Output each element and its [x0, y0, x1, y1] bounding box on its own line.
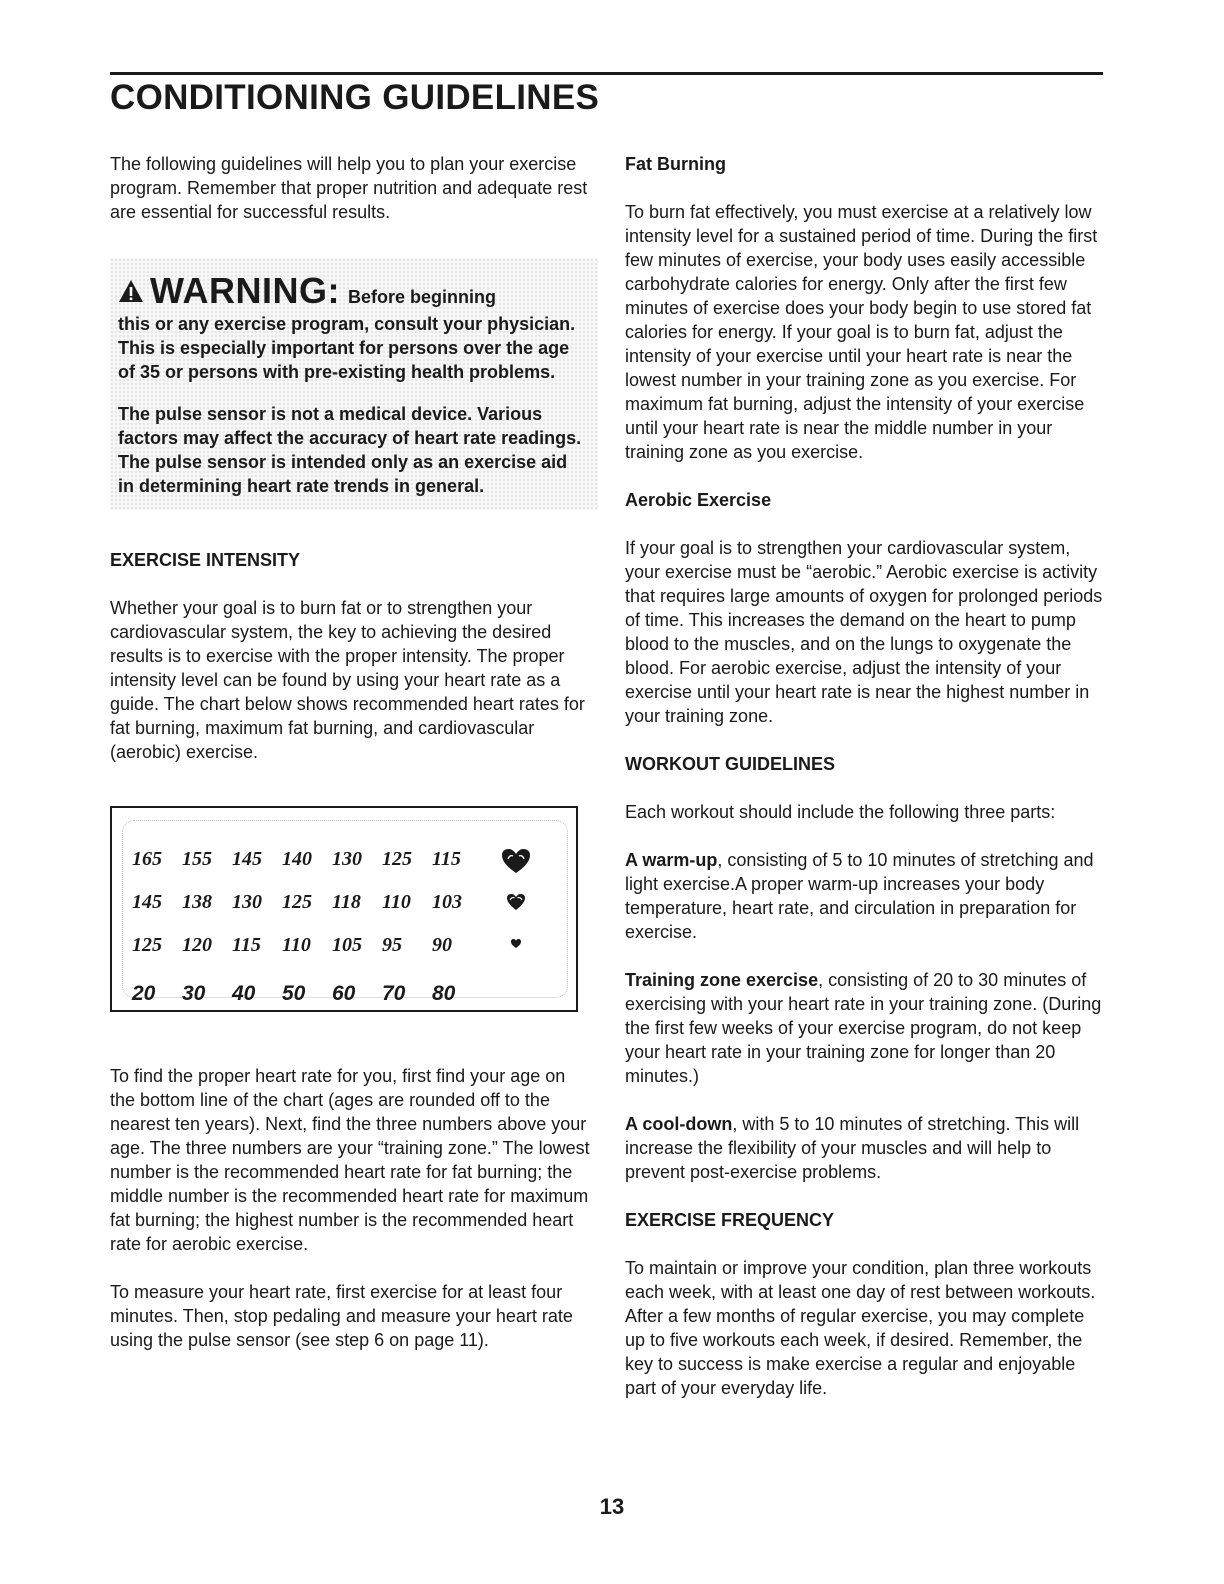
chart-cell: 115 [432, 848, 461, 870]
chart-age: 70 [382, 982, 406, 1005]
chart-cell: 125 [132, 934, 162, 956]
chart-age: 40 [232, 982, 256, 1005]
cool-down-label: A cool-down [625, 1114, 733, 1134]
left-column [110, 150, 590, 1352]
fat-burning-heading: Fat Burning [625, 154, 726, 174]
chart-cell: 120 [182, 934, 212, 956]
warning-para-2: The pulse sensor is not a medical device. Various factors may affect the accuracy of heart rate readings. The pulse sensor is intended only as an exercise aid in determining heart rate trends in general. [118, 404, 582, 496]
chart-age: 50 [282, 982, 306, 1005]
aerobic-text: If your goal is to strengthen your cardiovascular system, your exercise must be “aerobic.” Aerobic exercise is activity that requires large amounts of oxygen for prolonged periods of time. This increases the demand on the heart to pump blood to the muscles, and on the lungs to oxygenate the blood. For aerobic exercise, adjust the intensity of your exercise until your heart rate is near the highest number in your training zone. [625, 538, 1103, 726]
measure-heart-rate-text: To measure your heart rate, first exercise for at least four minutes. Then, stop pedaling and measure your heart rate using the pulse sensor (see step 6 on page 11). [110, 1282, 573, 1350]
training-zone-label: Training zone exercise [625, 970, 819, 990]
chart-row-ages [132, 982, 482, 1006]
chart-cell: 110 [382, 891, 411, 913]
heart-rate-chart [110, 806, 578, 1012]
chart-cell: 110 [282, 934, 311, 956]
warning-lead: Before beginning [347, 287, 496, 307]
warning-para-1: this or any exercise program, consult your physician. This is especially important for persons over the age of 35 or persons with pre-existing health problems. [118, 314, 576, 382]
chart-age: 60 [332, 982, 356, 1005]
warning-box [110, 258, 598, 510]
title-rule [110, 72, 1103, 75]
heart-small-icon [510, 938, 522, 949]
chart-cell: 145 [132, 891, 162, 913]
chart-cell: 155 [182, 848, 212, 870]
page-number: 13 [599, 1494, 625, 1519]
warm-up-text [625, 848, 1105, 944]
chart-cell: 130 [232, 891, 262, 913]
warning-headline [118, 272, 588, 310]
page-title: CONDITIONING GUIDELINES [110, 78, 600, 117]
exercise-frequency-text: To maintain or improve your condition, plan three workouts each week, with at least one day of rest between workouts. After a few months of regular exercise, you may complete up to five workouts each week, if desired. Remember, the key to success is make exercise a regular and enjoyable part of your everyday life. [625, 1258, 1096, 1398]
chart-cell: 125 [382, 848, 412, 870]
intro-text: The following guidelines will help you to plan your exercise program. Remember that proper nutrition and adequate rest are essential for successful results. [110, 154, 588, 222]
chart-cell: 145 [232, 848, 262, 870]
chart-cell: 125 [282, 891, 312, 913]
chart-cell: 130 [332, 848, 362, 870]
exercise-frequency-heading: EXERCISE FREQUENCY [625, 1210, 835, 1230]
exercise-intensity-text: Whether your goal is to burn fat or to strengthen your cardiovascular system, the key to achieving the desired results is to exercise with the proper intensity. The proper intensity level can be found by using your heart rate as a guide. The chart below shows recommended heart rates for fat burning, maximum fat burning, and cardiovascular (aerobic) exercise. [110, 598, 585, 762]
exercise-intensity-heading: EXERCISE INTENSITY [110, 550, 301, 570]
aerobic-heading: Aerobic Exercise [625, 490, 772, 510]
chart-cell: 95 [382, 934, 402, 956]
chart-age: 30 [182, 982, 206, 1005]
warning-word: WARNING: [150, 270, 340, 311]
chart-cell: 165 [132, 848, 162, 870]
chart-age: 80 [432, 982, 456, 1005]
chart-cell: 138 [182, 891, 212, 913]
heart-pulse-large-icon [499, 846, 533, 876]
workout-intro-text: Each workout should include the following three parts: [625, 802, 1056, 822]
chart-cell: 103 [432, 891, 462, 913]
workout-guidelines-heading: WORKOUT GUIDELINES [625, 754, 835, 774]
warm-up-description: , consisting of 5 to 10 minutes of stretching and light exercise.A proper warm-up increases your body temperature, heart rate, and circulation in preparation for exercise. [625, 850, 1094, 942]
chart-row-fat-burn [132, 934, 482, 957]
training-zone-description: , consisting of 20 to 30 minutes of exercising with your heart rate in your training zone. (During the first few weeks of your exercise program, do not keep your heart rate in your training zone for longer than 20 minutes.) [625, 970, 1102, 1086]
chart-cell: 90 [432, 934, 452, 956]
chart-cell: 115 [232, 934, 261, 956]
warm-up-label: A warm-up [625, 850, 718, 870]
chart-cell: 105 [332, 934, 362, 956]
training-zone-text [625, 968, 1105, 1088]
chart-cell: 118 [332, 891, 361, 913]
chart-row-max-fat [132, 891, 482, 914]
fat-burning-text: To burn fat effectively, you must exercise at a relatively low intensity level for a sustained period of time. During the first few minutes of exercise, your body uses easily accessible carbohydrate calories for energy. Only after the first few minutes of exercise does your body begin to use stored fat calories for energy. If your goal is to burn fat, adjust the intensity of your exercise until your heart rate is near the lowest number in your training zone as you exercise. For maximum fat burning, adjust the intensity of your exercise until your heart rate is near the middle number in your training zone as you exercise. [625, 202, 1098, 462]
chart-age: 20 [132, 982, 156, 1005]
cool-down-description: , with 5 to 10 minutes of stretching. This will increase the flexibility of your muscles and will help to prevent post-exercise problems. [625, 1114, 1080, 1182]
heart-pulse-medium-icon [505, 892, 527, 912]
warning-triangle-icon [118, 279, 144, 303]
cool-down-text [625, 1112, 1105, 1184]
chart-row-aerobic [132, 848, 482, 871]
chart-cell: 140 [282, 848, 312, 870]
right-column [625, 150, 1105, 1400]
find-heart-rate-text: To find the proper heart rate for you, first find your age on the bottom line of the chart (ages are rounded off to the nearest ten years). Next, find the three numbers above your age. The three numbers are your “training zone.” The lowest number is the recommended heart rate for fat burning; the middle number is the recommended heart rate for maximum fat burning; the highest number is the recommended heart rate for aerobic exercise. [110, 1066, 590, 1254]
